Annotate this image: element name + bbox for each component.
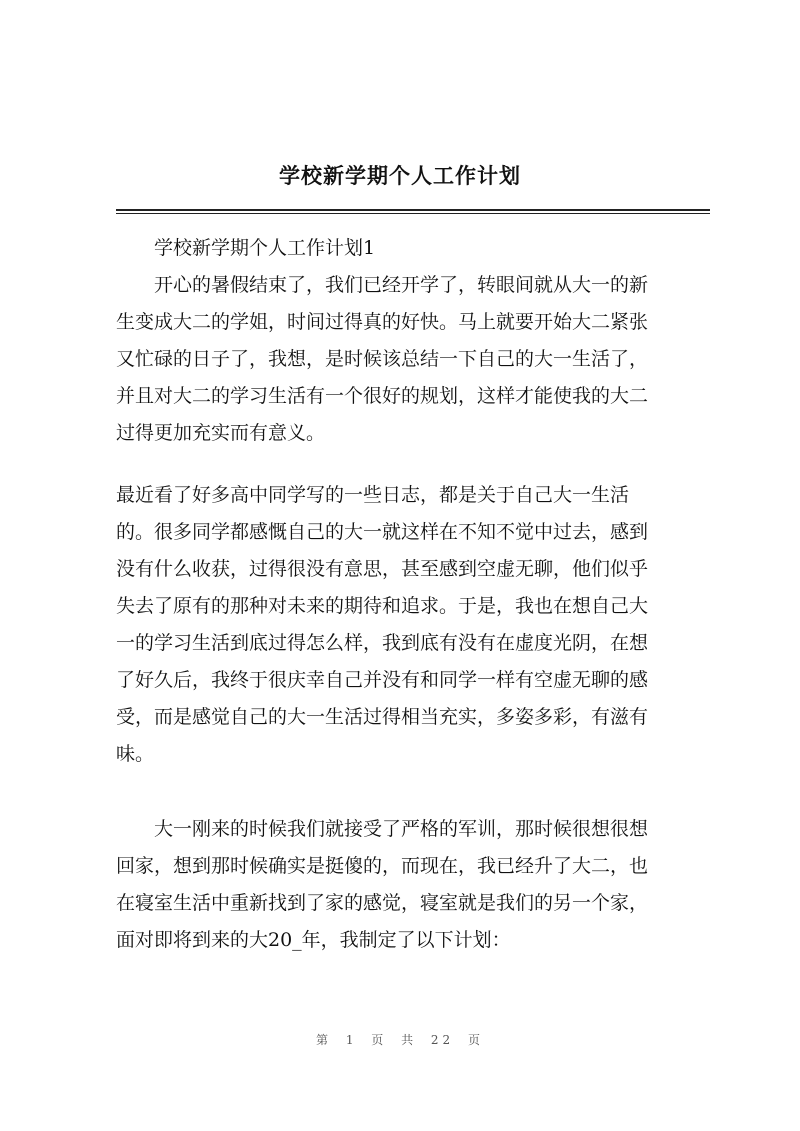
paragraph-2-line: 没有什么收获，过得很没有意思，甚至感到空虚无聊，他们似乎 [116, 558, 649, 580]
paragraph-1-line: 生变成大二的学姐，时间过得真的好快。马上就要开始大二紧张 [116, 311, 649, 333]
paragraph-1-line: 并且对大二的学习生活有一个很好的规划，这样才能使我的大二 [116, 385, 649, 407]
paragraph-3-line: 面对即将到来的大20_年，我制定了以下计划： [116, 929, 511, 951]
paragraph-1-line: 开心的暑假结束了，我们已经开学了，转眼间就从大一的新 [154, 274, 649, 296]
paragraph-2-line: 一的学习生活到底过得怎么样，我到底有没有在虚度光阴，在想 [116, 632, 649, 654]
paragraph-2-line: 味。 [116, 743, 155, 765]
page-number-footer: 第 1 页 共 22 页 [316, 1033, 484, 1047]
paragraph-2-line: 的。很多同学都感慨自己的大一就这样在不知不觉中过去，感到 [116, 521, 649, 543]
paragraph-1-line: 又忙碌的日子了，我想，是时候该总结一下自己的大一生活了， [116, 348, 649, 370]
paragraph-2-line: 最近看了好多高中同学写的一些日志，都是关于自己大一生活 [116, 484, 630, 506]
paragraph-1-line: 过得更加充实而有意义。 [116, 422, 326, 444]
paragraph-2-line: 受，而是感觉自己的大一生活过得相当充实，多姿多彩，有滋有 [116, 706, 649, 728]
paragraph-2-line: 了好久后，我终于很庆幸自己并没有和同学一样有空虚无聊的感 [116, 669, 649, 691]
paragraph-3-line: 回家，想到那时候确实是挺傻的，而现在，我已经升了大二，也 [116, 855, 649, 877]
paragraph-3-line: 大一刚来的时候我们就接受了严格的军训，那时候很想很想 [154, 818, 649, 840]
section-heading: 学校新学期个人工作计划1 [154, 237, 376, 259]
paragraph-3-line: 在寝室生活中重新找到了家的感觉，寝室就是我们的另一个家， [116, 892, 649, 914]
title-divider [116, 209, 710, 214]
paragraph-2-line: 失去了原有的那种对未来的期待和追求。于是，我也在想自己大 [116, 595, 649, 617]
document-title: 学校新学期个人工作计划 [279, 163, 521, 188]
